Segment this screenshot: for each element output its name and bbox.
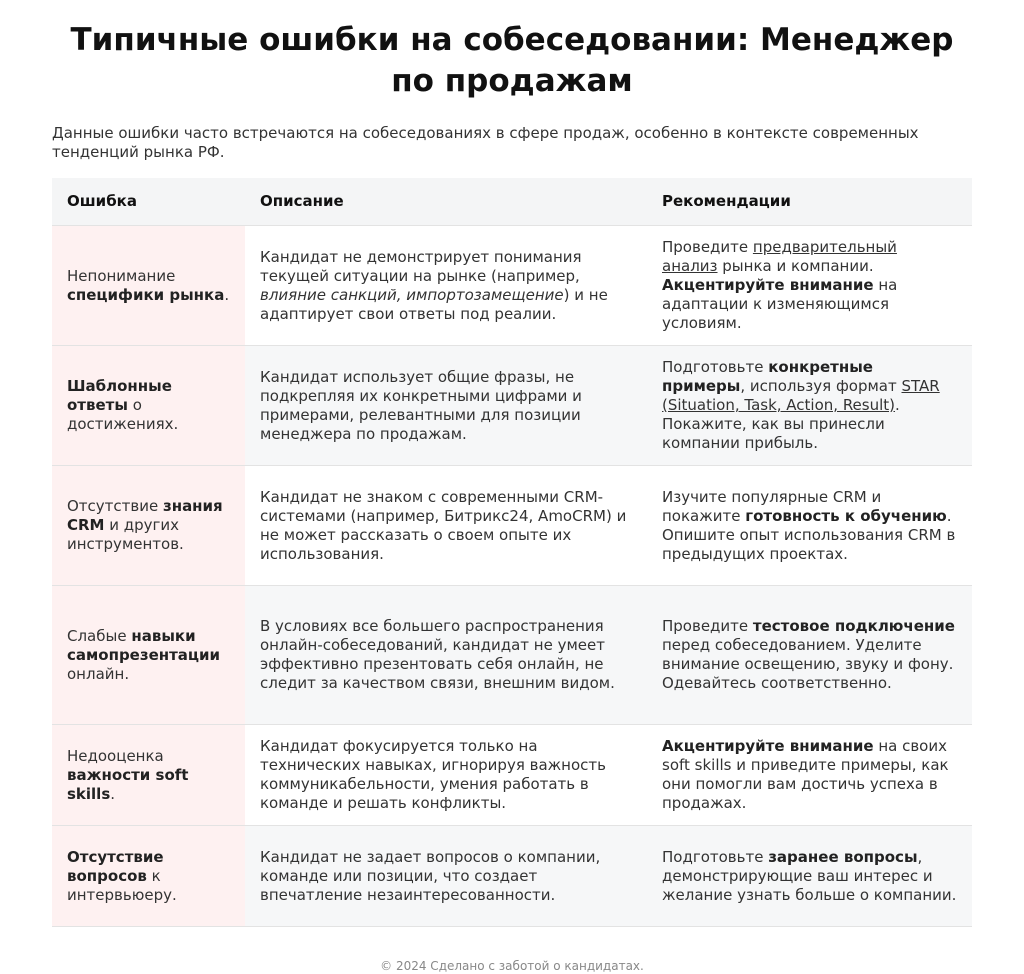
cell-text: на адаптации к изменяющимся условиям.: [662, 276, 898, 332]
recommendation-cell: [647, 226, 972, 346]
cell-text: Проведите: [662, 238, 753, 256]
cell-text: , используя формат: [740, 377, 902, 395]
description-cell: [245, 346, 647, 466]
cell-text: онлайн.: [67, 664, 130, 683]
table-row: [52, 725, 972, 826]
cell-text: Непонимание: [67, 266, 176, 285]
error-cell: [52, 466, 245, 586]
cell-text: к интервьюеру.: [67, 866, 177, 904]
footer-text: © 2024 Сделано с заботой о кандидатах.: [380, 959, 644, 973]
recommendation-cell: [647, 346, 972, 466]
description-cell: [245, 725, 647, 826]
cell-text: Кандидат фокусируется только на технических навыках, игнорируя важность коммуникабельности, умения работать в команде и решать конфликты.: [260, 737, 606, 812]
recommendation-cell: [647, 826, 972, 927]
cell-text: .: [110, 784, 116, 803]
cell-text: Кандидат не задает вопросов о компании, команде или позиции, что создает впечатление незаинтересованности.: [260, 847, 601, 904]
table-row: [52, 466, 972, 586]
recommendation-cell: [647, 466, 972, 586]
emphasis-text: готовность к обучению: [745, 506, 947, 525]
cell-text: Недооценка: [67, 746, 164, 765]
description-cell: [245, 826, 647, 927]
column-header-error: Ошибка: [52, 178, 245, 226]
emphasis-text: навыки самопрезентации: [67, 626, 221, 664]
cell-text: .: [224, 285, 230, 304]
emphasis-text: заранее вопросы: [768, 847, 918, 866]
table-row: [52, 346, 972, 466]
emphasis-text: тестовое подключение: [752, 617, 955, 635]
italic-text: влияние санкций, импортозамещение: [260, 285, 564, 304]
cell-text: Кандидат не знаком с современными CRM-системами (например, Битрикс24, AmoCRM) и не может рассказать о своем опыте их использования.: [260, 487, 627, 563]
error-cell: [52, 586, 245, 725]
cell-text: Отсутствие: [67, 497, 163, 515]
cell-text: Изучите популярные CRM и покажите: [662, 487, 882, 525]
cell-text: Кандидат использует общие фразы, не подкрепляя их конкретными цифрами и примерами, релевантными для позиции менеджера по продажам.: [260, 367, 582, 443]
mistakes-table: [52, 178, 972, 927]
emphasis-text: Отсутствие вопросов: [67, 847, 164, 885]
cell-text: перед собеседованием. Уделите внимание освещению, звуку и фону. Одевайтесь соответственно.: [662, 636, 954, 692]
cell-text: , демонстрирующие ваш интерес и желание узнать больше о компании.: [662, 847, 957, 904]
table-row: [52, 586, 972, 725]
column-header-description: Описание: [245, 178, 647, 226]
error-cell: [52, 226, 245, 346]
description-cell: [245, 466, 647, 586]
cell-text: . Опишите опыт использования CRM в предыдущих проектах.: [662, 506, 956, 563]
underlined-text: предварительный анализ: [662, 238, 897, 275]
emphasis-text: конкретные примеры: [662, 358, 873, 395]
cell-text: о достижениях.: [67, 396, 179, 433]
page: [52, 0, 972, 973]
table-header-row: [52, 178, 972, 226]
cell-text: Подготовьте: [662, 847, 769, 866]
description-cell: [245, 586, 647, 725]
table-row: [52, 226, 972, 346]
cell-text: Слабые: [67, 626, 132, 645]
cell-text: и других инструментов.: [67, 516, 184, 553]
description-cell: [245, 226, 647, 346]
emphasis-text: специфики рынка: [67, 285, 225, 304]
emphasis-text: знания CRM: [67, 497, 223, 534]
error-cell: [52, 725, 245, 826]
recommendation-cell: [647, 586, 972, 725]
emphasis-text: Шаблонные ответы: [67, 377, 172, 414]
cell-text: Проведите: [662, 617, 753, 635]
cell-text: Кандидат не демонстрирует понимания текущей ситуации на рынке (например,: [260, 247, 582, 285]
cell-text: на своих soft skills и приведите примеры, как они помогли вам достичь успеха в продажах.: [662, 737, 949, 812]
emphasis-text: Акцентируйте внимание: [662, 737, 874, 755]
cell-text: ) и не адаптирует свои ответы под реалии.: [260, 285, 608, 323]
recommendation-cell: [647, 725, 972, 826]
error-cell: [52, 346, 245, 466]
cell-text: В условиях все большего распространения онлайн-собеседований, кандидат не умеет эффективно презентовать себя онлайн, не следит за качеством связи, внешним видом.: [260, 617, 615, 692]
emphasis-text: важности soft skills: [67, 765, 189, 803]
column-header-recommendations: Рекомендации: [647, 178, 972, 226]
underlined-text: STAR (Situation, Task, Action, Result): [662, 377, 940, 414]
cell-text: Подготовьте: [662, 358, 769, 376]
emphasis-text: Акцентируйте внимание: [662, 276, 874, 294]
cell-text: рынка и компании.: [717, 257, 874, 275]
cell-text: . Покажите, как вы принесли компании прибыль.: [662, 396, 900, 452]
table-row: [52, 826, 972, 927]
intro-text: Данные ошибки часто встречаются на собеседованиях в сфере продаж, особенно в контексте современных тенденций рынка РФ.: [52, 124, 919, 161]
error-cell: [52, 826, 245, 927]
page-title: Типичные ошибки на собеседовании: Менеджер по продажам: [70, 22, 954, 99]
